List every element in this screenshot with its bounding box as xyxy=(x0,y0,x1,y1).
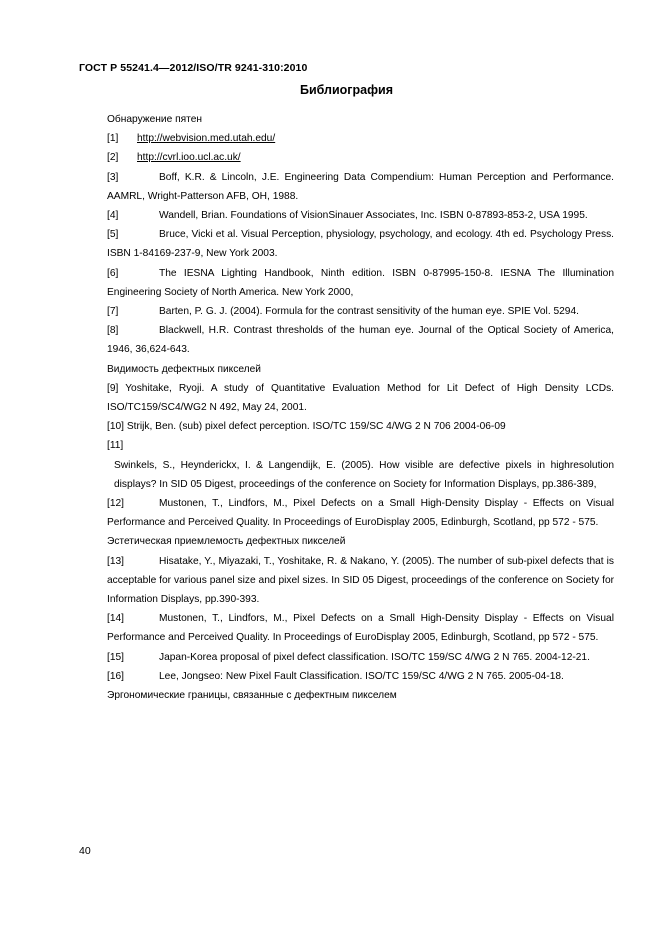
reference-text: Lee, Jongseo: New Pixel Fault Classification. ISO/TC 159/SC 4/WG 2 N 765. 2005-04-18. xyxy=(159,670,564,682)
reference-item xyxy=(107,667,614,686)
reference-number: [9] xyxy=(107,382,119,394)
reference-text: Hisatake, Y., Miyazaki, T., Yoshitake, R. & Nakano, Y. (2005). The number of sub-pixel defects that is acceptable for various panel size and pixel sizes. In SID 05 Digest, proceedings of the conference on Society for Information Displays, pp.390-393. xyxy=(107,555,614,606)
reference-number: [10] xyxy=(107,421,124,433)
reference-number: [15] xyxy=(107,651,124,663)
reference-text: Japan-Korea proposal of pixel defect classification. ISO/TC 159/SC 4/WG 2 N 765. 2004-12-21. xyxy=(159,651,590,663)
reference-text: Blackwell, H.R. Contrast thresholds of the human eye. Journal of the Optical Society of America, 1946, 36,624-643. xyxy=(107,325,614,356)
reference-item xyxy=(107,648,614,667)
reference-text: Barten, P. G. J. (2004). Formula for the contrast sensitivity of the human eye. SPIE Vol. 5294. xyxy=(159,306,579,318)
reference-number: [4] xyxy=(107,210,119,222)
section-heading: Эргономические границы, связанные с дефектным пикселем xyxy=(107,690,397,702)
reference-text: Wandell, Brian. Foundations of VisionSinauer Associates, Inc. ISBN 0-87893-853-2, USA 1995. xyxy=(159,210,588,222)
reference-number: [7] xyxy=(107,306,119,318)
reference-item xyxy=(107,609,614,647)
reference-number: [3] xyxy=(107,171,119,183)
reference-item xyxy=(107,379,614,417)
reference-link[interactable]: http://webvision.med.utah.edu/ xyxy=(137,133,276,145)
reference-item xyxy=(107,206,614,225)
reference-item xyxy=(107,264,614,302)
reference-text: The IESNA Lighting Handbook, Ninth edition. ISBN 0-87995-150-8. IESNA The Illumination Engineering Society of North America. New York 2000, xyxy=(107,267,614,298)
reference-text: Bruce, Vicki et al. Visual Perception, physiology, psychology, and ecology. 4th ed. Psychology Press. ISBN 1-84169-237-9, New York 2003. xyxy=(107,229,614,260)
reference-text: Yoshitake, Ryoji. A study of Quantitative Evaluation Method for Lit Defect of High Density LCDs. ISO/TC159/SC4/WG2 N 492, May 24, 2001. xyxy=(107,382,614,414)
reference-item xyxy=(107,302,614,321)
reference-number: [12] xyxy=(107,498,124,510)
standard-designation: ГОСТ Р 55241.4—2012/ISO/TR 9241-310:2010 xyxy=(79,62,308,74)
reference-number: [14] xyxy=(107,613,124,625)
reference-link[interactable]: http://cvrl.ioo.ucl.ac.uk/ xyxy=(137,152,241,164)
reference-text: Mustonen, T., Lindfors, M., Pixel Defects on a Small High-Density Display - Effects on Visual Performance and Perceived Quality. In Proceedings of EuroDisplay 2005, Edinburgh, Scotland, pp 572 - 575. xyxy=(107,613,614,644)
reference-number: [11] xyxy=(107,440,124,452)
section-heading: Обнаружение пятен xyxy=(107,114,202,125)
page-title: Библиография xyxy=(299,83,394,97)
reference-item xyxy=(107,225,614,263)
reference-text: Swinkels, S., Heynderickx, I. & Langendijk, E. (2005). How visible are defective pixels in highresolution displays? In SID 05 Digest, proceedings of the conference on Society for Information Displays, pp.386-389, xyxy=(114,459,614,490)
reference-number: [6] xyxy=(107,267,119,279)
section-heading: Эстетическая приемлемость дефектных пикселей xyxy=(107,536,346,548)
reference-number: [16] xyxy=(107,670,124,682)
reference-number: [2] xyxy=(107,152,119,164)
reference-text: Boff, K.R. & Lincoln, J.E. Engineering Data Compendium: Human Perception and Performance. AAMRL, Wright-Patterson AFB, OH, 1988. xyxy=(107,171,614,202)
reference-item xyxy=(107,321,614,359)
reference-item xyxy=(107,417,614,436)
reference-item xyxy=(107,168,614,206)
bibliography-list xyxy=(107,110,614,705)
reference-item xyxy=(107,129,614,148)
reference-item xyxy=(107,552,614,610)
section-heading: Видимость дефектных пикселей xyxy=(107,363,261,375)
reference-item xyxy=(107,494,614,532)
page-number: 40 xyxy=(79,845,91,857)
reference-text: Strijk, Ben. (sub) pixel defect perception. ISO/TC 159/SC 4/WG 2 N 706 2004-06-09 xyxy=(126,421,506,433)
reference-number: [1] xyxy=(107,133,119,145)
reference-number: [13] xyxy=(107,555,124,567)
reference-number: [8] xyxy=(107,325,119,337)
reference-item xyxy=(107,148,614,167)
reference-number: [5] xyxy=(107,229,119,241)
reference-text: Mustonen, T., Lindfors, M., Pixel Defects on a Small High-Density Display - Effects on Visual Performance and Perceived Quality. In Proceedings of EuroDisplay 2005, Edinburgh, Scotland, pp 572 - 575. xyxy=(107,498,614,529)
